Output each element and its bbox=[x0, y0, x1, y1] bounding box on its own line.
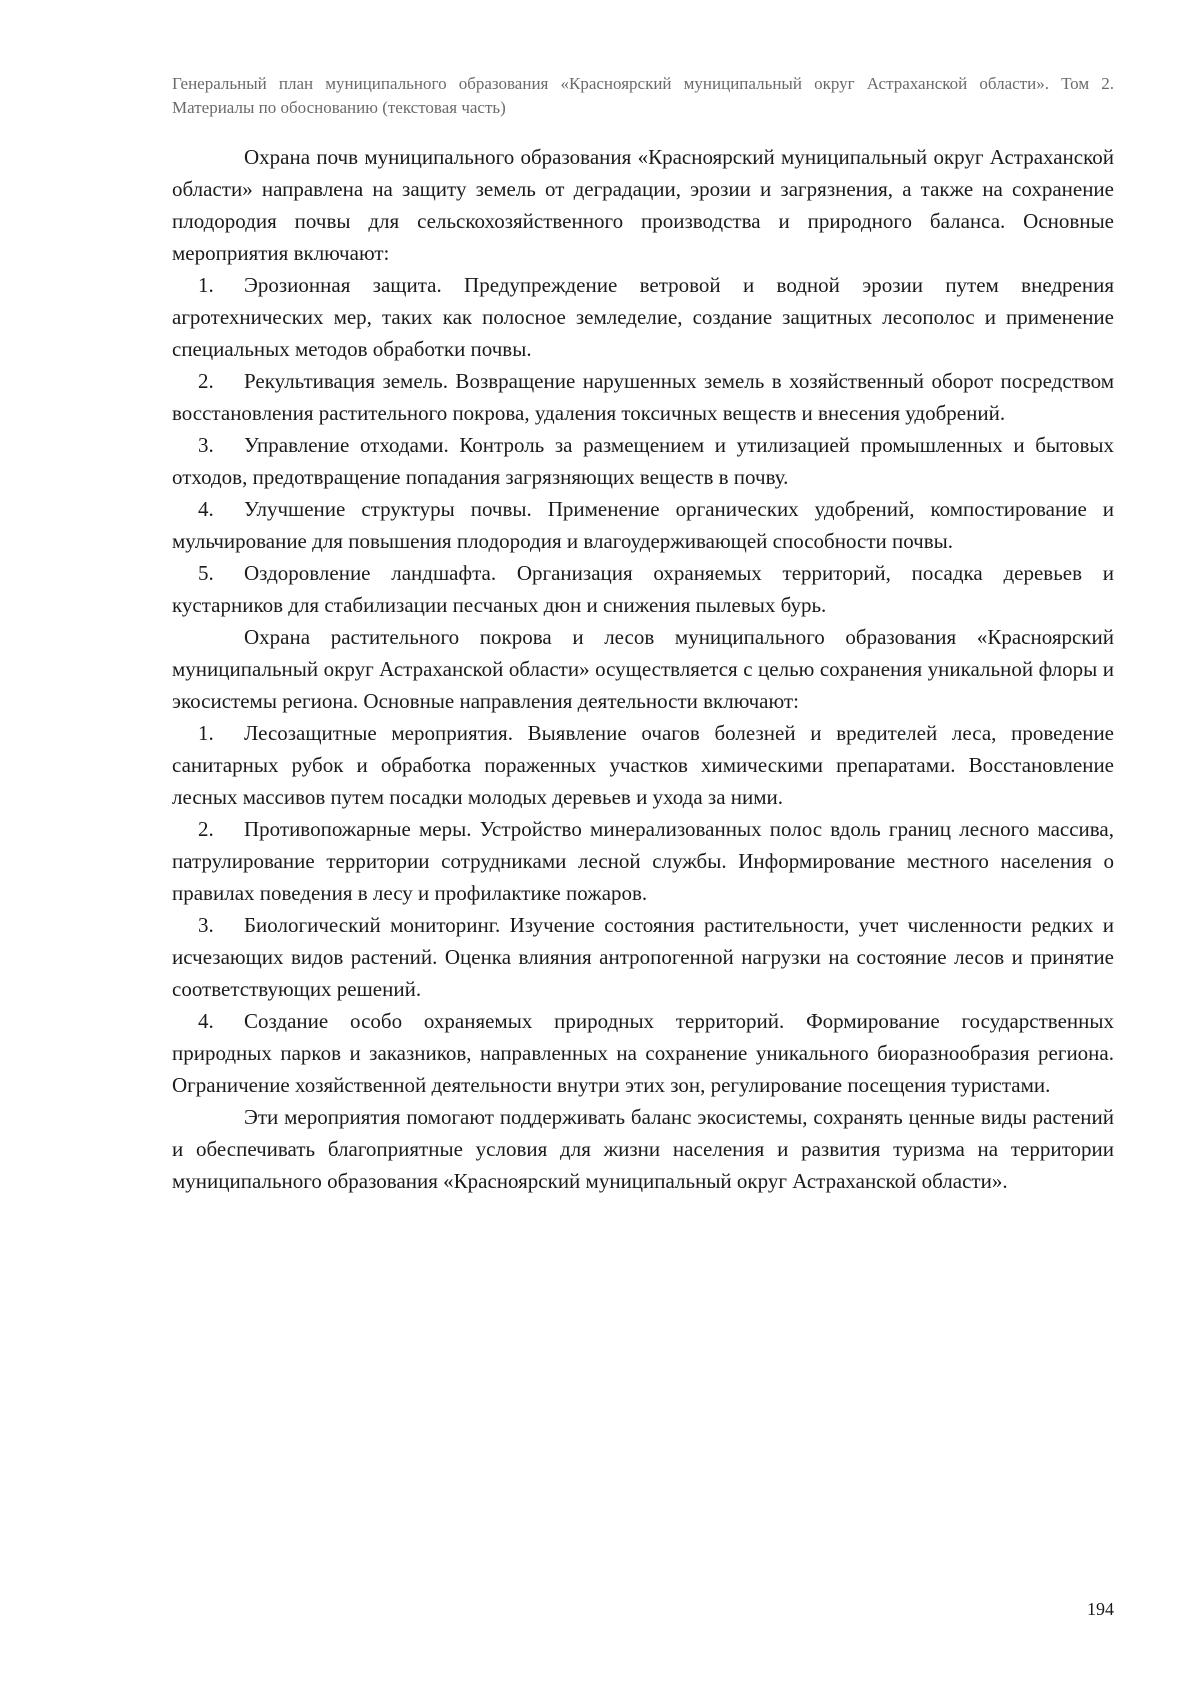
running-header: Генеральный план муниципального образования «Красноярский муниципальный округ Астраханской области». Том 2. Материалы по обоснованию (текстовая часть) bbox=[172, 74, 1114, 117]
soil-measure-item bbox=[172, 429, 1114, 493]
soil-measure-item bbox=[172, 269, 1114, 365]
list-text: Рекультивация земель. Возвращение нарушенных земель в хозяйственный оборот посредством восстановления растительного покрова, удаления токсичных веществ и внесения удобрений. bbox=[172, 369, 1114, 425]
list-text: Лесозащитные мероприятия. Выявление очагов болезней и вредителей леса, проведение санитарных рубок и обработка пораженных участков химическими препаратами. Восстановление лесных массивов путем посадки молодых деревьев и ухода за ними. bbox=[172, 721, 1114, 809]
list-text: Создание особо охраняемых природных территорий. Формирование государственных природных парков и заказников, направленных на сохранение уникального биоразнообразия региона. Ограничение хозяйственной деятельности внутри этих зон, регулирование посещения туристами. bbox=[172, 1009, 1114, 1097]
list-number: 1. bbox=[198, 721, 214, 745]
list-number: 4. bbox=[198, 497, 214, 521]
conclusion-paragraph: Эти мероприятия помогают поддерживать баланс экосистемы, сохранять ценные виды растений и обеспечивать благоприятные условия для жизни населения и развития туризма на территории муниципального образования «Красноярский муниципальный округ Астраханской области». bbox=[172, 1105, 1114, 1193]
soil-measure-item bbox=[172, 493, 1114, 557]
forest-measure-item bbox=[172, 1005, 1114, 1101]
soil-protection-intro: Охрана почв муниципального образования «Красноярский муниципальный округ Астраханской области» направлена на защиту земель от деградации, эрозии и загрязнения, а также на сохранение плодородия почвы для сельскохозяйственного производства и природного баланса. Основные мероприятия включают: bbox=[172, 145, 1114, 265]
forest-protection-intro: Охрана растительного покрова и лесов муниципального образования «Красноярский муниципальный округ Астраханской области» осуществляется с целью сохранения уникальной флоры и экосистемы региона. Основные направления деятельности включают: bbox=[172, 625, 1114, 713]
list-text: Противопожарные меры. Устройство минерализованных полос вдоль границ лесного массива, патрулирование территории сотрудниками лесной службы. Информирование местного населения о правилах поведения в лесу и профилактике пожаров. bbox=[172, 817, 1114, 905]
list-text: Улучшение структуры почвы. Применение органических удобрений, компостирование и мульчирование для повышения плодородия и влагоудерживающей способности почвы. bbox=[172, 497, 1114, 553]
document-body bbox=[172, 141, 1114, 1197]
forest-measure-item bbox=[172, 813, 1114, 909]
list-number: 5. bbox=[198, 561, 214, 585]
soil-measure-item bbox=[172, 557, 1114, 621]
list-number: 2. bbox=[198, 369, 214, 393]
soil-measure-item bbox=[172, 365, 1114, 429]
list-text: Эрозионная защита. Предупреждение ветровой и водной эрозии путем внедрения агротехнических мер, таких как полосное земледелие, создание защитных лесополос и применение специальных методов обработки почвы. bbox=[172, 273, 1114, 361]
list-number: 3. bbox=[198, 433, 214, 457]
page-number: 194 bbox=[1087, 1599, 1114, 1619]
list-number: 3. bbox=[198, 913, 214, 937]
forest-measure-item bbox=[172, 717, 1114, 813]
forest-measure-item bbox=[172, 909, 1114, 1005]
list-text: Управление отходами. Контроль за размещением и утилизацией промышленных и бытовых отходов, предотвращение попадания загрязняющих веществ в почву. bbox=[172, 433, 1114, 489]
list-number: 1. bbox=[198, 273, 214, 297]
list-text: Оздоровление ландшафта. Организация охраняемых территорий, посадка деревьев и кустарников для стабилизации песчаных дюн и снижения пылевых бурь. bbox=[172, 561, 1114, 617]
list-number: 4. bbox=[198, 1009, 214, 1033]
list-number: 2. bbox=[198, 817, 214, 841]
list-text: Биологический мониторинг. Изучение состояния растительности, учет численности редких и исчезающих видов растений. Оценка влияния антропогенной нагрузки на состояние лесов и принятие соответствующих решений. bbox=[172, 913, 1114, 1001]
